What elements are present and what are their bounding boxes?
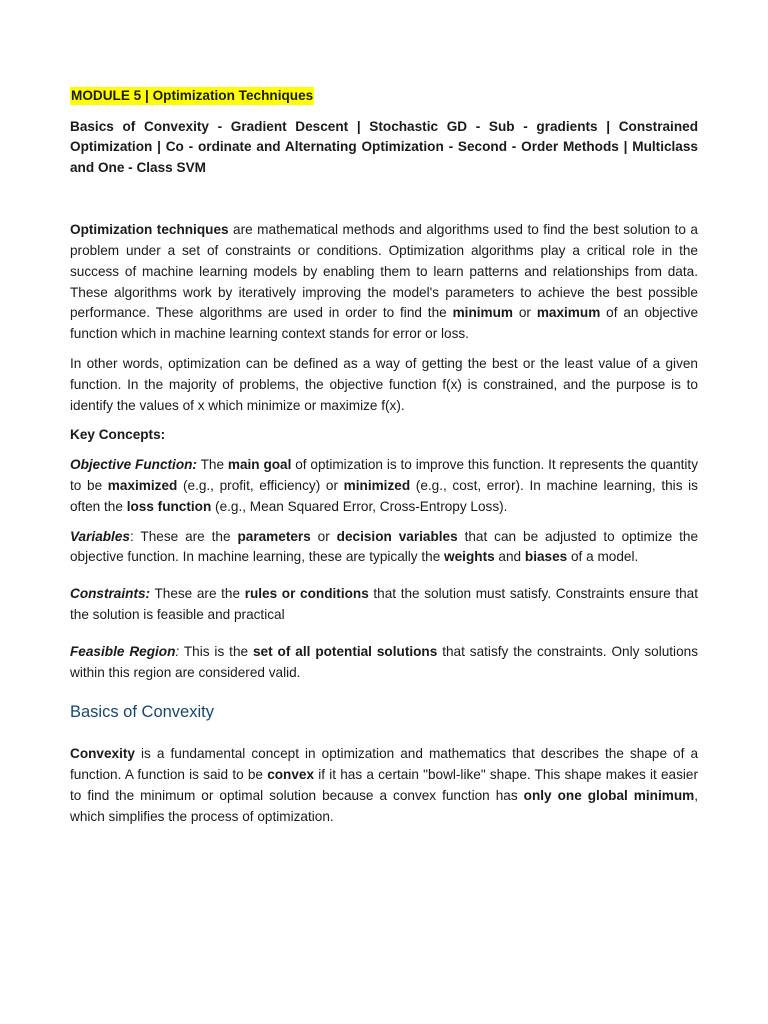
constraints-bold-1: rules or conditions	[244, 586, 369, 602]
variables-text-5: of a model.	[567, 549, 639, 565]
objective-bold-4: loss function	[126, 498, 212, 514]
objective-bold-1: main goal	[227, 457, 292, 473]
convexity-text-1: is a fundamental concept in optimization and mathematics that describes the shape of a function. A function is said to be	[70, 746, 698, 783]
variables-bold-1: parameters	[237, 528, 311, 544]
intro-or: or	[513, 305, 537, 321]
convexity-text-2: if it has a certain "bowl-like" shape. This shape makes it easier to find the minimum or optimal solution because a convex function has	[70, 767, 699, 804]
feasible-region-paragraph	[70, 642, 698, 684]
constraints-paragraph	[70, 584, 698, 626]
convexity-paragraph	[70, 744, 698, 827]
variables-bold-4: biases	[524, 549, 568, 565]
objective-text-4: (e.g., cost, error). In machine learning, this is often the	[70, 478, 698, 514]
convexity-section-heading: Basics of Convexity	[70, 703, 214, 722]
feasible-bold-1: set of all potential solutions	[252, 643, 438, 659]
feasible-text-2: that satisfy the constraints. Only solutions within this region are considered valid.	[70, 643, 698, 680]
objective-function-paragraph	[70, 455, 698, 517]
convexity-bold-1: Convexity	[70, 746, 135, 762]
document-page	[70, 86, 698, 828]
objective-text-5: (e.g., Mean Squared Error, Cross-Entropy Loss).	[211, 498, 508, 514]
intro-maximum: maximum	[536, 305, 601, 321]
module-topics: Basics of Convexity - Gradient Descent | Stochastic GD - Sub - gradients | Constrained Optimization | Co - ordinate and Alternating Optimization - Second - Order Methods | Multiclass and One - Class SVM	[70, 118, 698, 175]
intro-minimum: minimum	[452, 305, 513, 321]
feasible-text-1: This is the	[179, 643, 253, 659]
convexity-bold-3: only one global minimum	[523, 788, 695, 804]
objective-text-3: (e.g., profit, efficiency) or	[177, 478, 344, 494]
intro-term: Optimization techniques	[70, 222, 229, 238]
objective-bold-3: minimized	[343, 478, 411, 494]
variables-text-1: : These are the	[129, 528, 238, 544]
constraints-text-2: that the solution must satisfy. Constraints ensure that the solution is feasible and practical	[70, 586, 699, 623]
objective-text-2: of optimization is to improve this function. It represents the quantity to be	[70, 457, 698, 494]
objective-text-1: The	[196, 457, 228, 473]
feasible-region-colon: :	[175, 643, 180, 659]
key-concepts-heading	[70, 425, 698, 446]
variables-text-3: that can be adjusted to optimize the objective function. In machine learning, these are typically the	[70, 528, 699, 565]
module-title-line	[70, 86, 698, 107]
variables-label: Variables	[70, 528, 130, 544]
intro-text-1: are mathematical methods and algorithms used to find the best solution to a problem under a set of constraints or conditions. Optimization algorithms play a critical role in the success of machine learning models by enabling them to learn patterns and relationships from data. These algorithms work by iteratively improving the model's parameters to achieve the best possible performance. These algorithms are used in order to find the	[70, 222, 698, 321]
constraints-text-1: These are the	[150, 586, 245, 602]
variables-text-2: or	[310, 528, 337, 544]
variables-text-4: and	[494, 549, 525, 565]
objective-function-label: Objective Function:	[70, 457, 197, 473]
objective-bold-2: maximized	[107, 478, 178, 494]
variables-bold-2: decision variables	[336, 528, 458, 544]
convexity-bold-2: convex	[267, 767, 315, 783]
key-concepts-label: Key Concepts:	[70, 427, 166, 443]
module-title: MODULE 5 | Optimization Techniques	[71, 88, 314, 103]
variables-paragraph	[70, 527, 698, 569]
feasible-region-label: Feasible Region	[70, 643, 176, 659]
intro-text-2: of an objective function which in machine learning context stands for error or loss.	[70, 305, 698, 342]
constraints-label: Constraints:	[70, 586, 151, 602]
variables-bold-3: weights	[444, 549, 495, 565]
other-words-paragraph: In other words, optimization can be defined as a way of getting the best or the least value of a given function. In the majority of problems, the objective function f(x) is constrained, and the purpose is to identify the values of x which minimize or maximize f(x).	[70, 356, 698, 413]
intro-paragraph	[70, 220, 698, 345]
convexity-text-3: , which simplifies the process of optimization.	[70, 788, 698, 824]
